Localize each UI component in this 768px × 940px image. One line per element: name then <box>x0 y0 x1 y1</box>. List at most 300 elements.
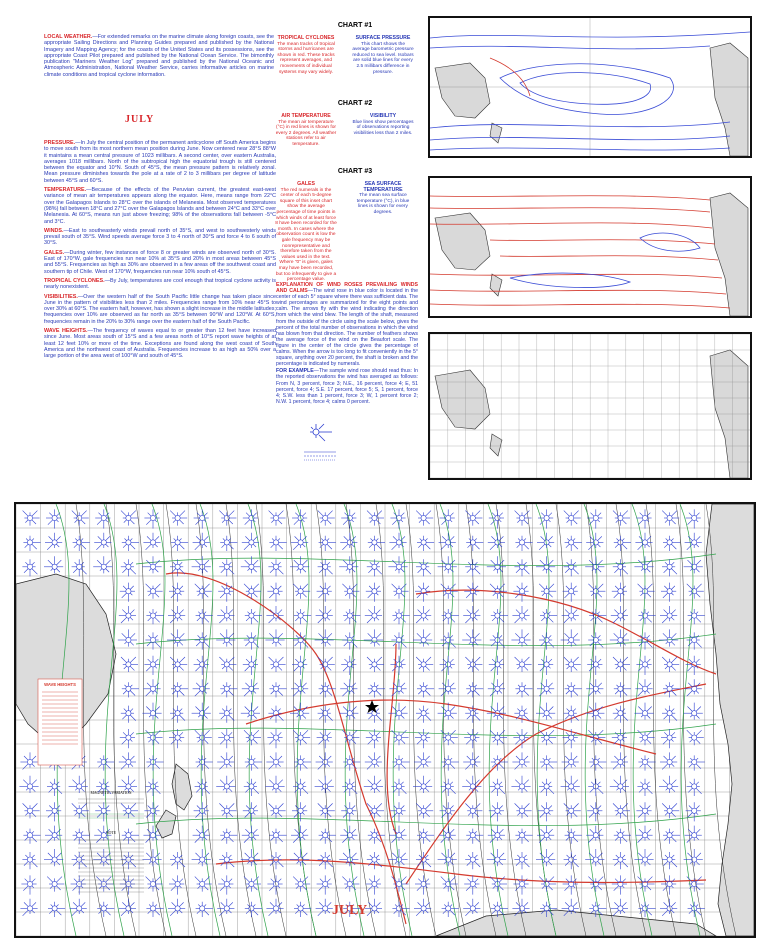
wind-rose <box>515 511 532 526</box>
wind-rose <box>564 511 581 526</box>
wind-rose <box>417 536 434 551</box>
wind-rose <box>20 899 37 916</box>
chart3-gales-heading: GALES <box>297 181 315 187</box>
wind-rose <box>466 829 483 844</box>
wind-rose <box>564 657 581 672</box>
wind-rose <box>488 533 505 550</box>
local-weather-heading: LOCAL WEATHER. <box>44 34 93 40</box>
wind-rose <box>192 849 211 866</box>
wind-rose <box>610 776 629 793</box>
wind-rose <box>267 729 282 748</box>
wind-rose <box>441 632 456 649</box>
wind-rose <box>145 779 160 796</box>
wind-rose <box>47 877 64 892</box>
wind-rose <box>416 706 431 723</box>
wind-rose <box>659 629 678 646</box>
wind-rose <box>23 511 40 526</box>
wind-rose <box>685 533 702 550</box>
gales-heading: GALES. <box>44 249 65 256</box>
wind-rose <box>293 877 310 892</box>
wind-rose <box>269 657 286 672</box>
wind-rose <box>47 779 62 796</box>
wind-rose <box>242 533 259 550</box>
wind-rose <box>686 509 701 528</box>
wind-rose <box>540 755 557 770</box>
wind-rose <box>119 606 136 623</box>
wind-rose <box>192 703 211 720</box>
chart3-thumbnail <box>428 332 752 480</box>
wind-rose <box>244 730 261 745</box>
wind-rose <box>487 849 506 866</box>
wind-rose <box>22 852 37 869</box>
wind-rose <box>687 584 704 599</box>
wind-rose <box>120 729 135 748</box>
wind-rose <box>171 536 188 551</box>
wind-rose <box>316 899 333 916</box>
wind-rose <box>414 752 431 769</box>
wind-rose <box>511 776 530 793</box>
wind-rose <box>121 706 136 723</box>
wind-rose <box>20 752 37 769</box>
wind-rose <box>662 852 677 869</box>
chart3-gales-text: The red numerals in the center of each 5-degree square of this inset chart show the average percentage of time points in which winds of at least force 8 have been recorded for the month. In cases where the observation count is low the gale frequency may be nonrepresentative and therefore taken from the values used in the text. Where "0" is given, gales may have been recorded, but too infrequently to give a percentage value. <box>275 187 337 283</box>
wind-rose <box>636 802 651 821</box>
wind-rose <box>563 875 578 894</box>
wind-rose <box>341 802 356 821</box>
wind-rose <box>490 779 505 796</box>
wind-rose <box>565 829 582 844</box>
wind-rose <box>565 682 582 697</box>
wind-rose <box>368 682 385 697</box>
chart1-pressure-heading: SURFACE PRESSURE <box>355 35 411 41</box>
chart2-air-legend <box>275 114 337 148</box>
wind-rose <box>684 556 703 573</box>
wind-rose <box>463 606 480 623</box>
wind-rose <box>292 509 307 528</box>
wind-rose <box>390 802 405 821</box>
wave-heights-text: —The frequency of waves equal to or greater than 12 feet have increased since June. Most areas south of 15°S and a few areas north of 10°S report wave heights of at least 12 feet 10% or more of the time. Exceptions are found along the west coast of South America and the northwest coast of Australia. Frequencies increase to as high as 50% over a large portion of the area west of 100°W and south of 45°S. <box>44 328 277 360</box>
wind-rose <box>365 752 382 769</box>
wind-roses-example-text: —The sample wind rose should read thus: In the reported observations the wind has averaged as follows: From N, 3 percent, force 3; N.E., 16 percent, force 4; E, 51 percent, force 4; S.E. 17 percent, force 5; S, 1 percent, force 4; S.W. less than 1 percent, force 3; W, 1 percent force 2; N.W. 1 percent, force 4; calms 0 percent. <box>276 368 418 405</box>
wind-rose <box>339 703 358 720</box>
chart3-sst-text: The mean sea surface temperature (°C), in blue lines is shown for every degrees. <box>356 193 410 215</box>
wind-rose <box>245 755 262 770</box>
wind-rose <box>195 632 210 649</box>
wind-rose <box>220 829 237 844</box>
wind-rose <box>515 657 532 672</box>
wind-rose <box>612 875 627 894</box>
wind-rose <box>21 875 36 894</box>
wind-rose <box>663 536 680 551</box>
wind-rose <box>638 609 655 624</box>
wind-rose <box>536 556 555 573</box>
chart1-pressure-text: This chart shows the average barometric pressure reduced to sea level. Isobars are solid blue lines for every 2.5 millibars difference in pressure. <box>352 41 414 75</box>
wind-rose <box>415 875 430 894</box>
wind-rose <box>613 559 628 576</box>
wind-rose <box>97 902 114 917</box>
wind-rose <box>515 682 532 697</box>
chart3-title: CHART #3 <box>337 168 373 175</box>
wind-rose <box>367 657 384 672</box>
wind-rose <box>539 632 554 649</box>
wind-rose <box>466 682 483 697</box>
wind-rose <box>466 536 483 551</box>
wind-rose <box>392 609 409 624</box>
wind-rose <box>316 606 333 623</box>
wind-rose-explanation <box>276 282 418 405</box>
wind-rose <box>46 802 61 821</box>
wind-rose <box>659 776 678 793</box>
wind-rose <box>294 609 311 624</box>
wind-rose <box>220 682 237 697</box>
wind-rose <box>342 779 357 796</box>
wind-rose <box>687 779 702 796</box>
wind-rose <box>365 606 382 623</box>
wind-rose <box>661 583 676 602</box>
wind-rose <box>245 902 262 917</box>
wind-rose <box>169 875 184 894</box>
wind-rose <box>611 752 628 769</box>
wind-rose <box>662 559 677 576</box>
wind-rose <box>512 606 529 623</box>
wind-rose <box>216 776 235 793</box>
wind-rose <box>218 729 233 748</box>
wind-rose <box>368 536 385 551</box>
wind-rose <box>169 583 184 602</box>
wind-rose <box>122 536 139 551</box>
wind-rose <box>364 629 383 646</box>
wind-rose <box>562 606 579 623</box>
wind-rose <box>661 729 676 748</box>
wind-rose <box>439 679 456 696</box>
wind-rose <box>241 556 260 573</box>
wind-rose <box>294 902 311 917</box>
winds-heading: WINDS. <box>44 227 64 234</box>
wind-rose <box>170 511 187 526</box>
chart1-pressure-legend <box>352 36 414 75</box>
wind-rose <box>662 657 679 672</box>
wind-rose <box>688 609 705 624</box>
wind-rose <box>219 852 234 869</box>
wind-rose <box>365 899 382 916</box>
wind-rose <box>268 559 283 576</box>
wind-rose <box>464 875 479 894</box>
wind-rose <box>611 899 628 916</box>
wind-rose <box>515 536 532 551</box>
wave-heights-heading: WAVE HEIGHTS. <box>44 328 88 335</box>
wind-rose <box>414 606 431 623</box>
wind-rose <box>218 875 233 894</box>
wind-rose <box>168 606 185 623</box>
wind-rose <box>318 511 335 526</box>
wind-rose <box>416 559 431 576</box>
wind-rose <box>342 877 359 892</box>
wind-rose <box>146 755 163 770</box>
wind-rose <box>392 877 409 892</box>
wind-rose <box>663 829 680 844</box>
wind-rose <box>93 556 112 573</box>
wind-rose <box>537 679 554 696</box>
wind-rose <box>513 583 528 602</box>
wind-rose <box>539 877 556 892</box>
wind-rose <box>415 729 430 748</box>
wind-rose <box>122 682 139 697</box>
month-label-top: JULY <box>125 114 155 125</box>
wind-rose <box>72 852 87 869</box>
wind-rose <box>269 829 286 844</box>
wind-rose <box>588 632 603 649</box>
pressure-heading: PRESSURE. <box>44 140 76 146</box>
wind-rose <box>638 877 655 892</box>
magnetic-variation-title: MAGNETIC VARIATION <box>90 791 132 795</box>
wind-rose <box>637 632 652 649</box>
wind-rose <box>72 511 89 526</box>
wind-rose <box>367 511 384 526</box>
wind-rose <box>564 852 579 869</box>
wind-rose <box>589 609 606 624</box>
wind-rose <box>564 559 579 576</box>
wind-rose <box>339 556 358 573</box>
wind-rose <box>391 632 406 649</box>
wind-rose <box>661 875 676 894</box>
wind-rose <box>22 559 37 576</box>
wind-rose <box>367 559 382 576</box>
wind-rose <box>634 703 653 720</box>
wind-rose <box>266 752 283 769</box>
wind-rose <box>465 852 480 869</box>
wind-rose <box>217 752 234 769</box>
wind-rose <box>513 729 528 748</box>
wind-rose <box>317 583 332 602</box>
wind-rose <box>342 730 359 745</box>
wind-rose <box>97 755 114 770</box>
wind-rose <box>442 902 459 917</box>
wind-rose <box>146 609 163 624</box>
month-label-map: JULY <box>332 903 368 918</box>
wind-rose <box>416 657 433 672</box>
wind-rose <box>588 877 605 892</box>
wind-rose <box>122 829 139 844</box>
chart2-air-heading: AIR TEMPERATURE <box>281 113 331 119</box>
wind-rose <box>44 556 63 573</box>
wind-rose <box>536 703 555 720</box>
wind-rose <box>488 679 505 696</box>
wave-heights-box-title: WAVE HEIGHTS <box>44 682 76 687</box>
chart3-sst-heading: SEA SURFACE TEMPERATURE <box>363 181 403 193</box>
wind-rose <box>684 703 703 720</box>
wind-rose <box>290 849 309 866</box>
wind-rose <box>464 729 479 748</box>
wind-rose <box>514 852 529 869</box>
wind-rose <box>438 556 457 573</box>
wind-rose <box>143 533 160 550</box>
wind-rose <box>613 511 630 526</box>
red-tracks <box>166 573 716 924</box>
wind-rose <box>170 706 185 723</box>
wind-rose <box>23 536 40 551</box>
wind-rose <box>318 559 333 576</box>
wind-rose <box>170 852 185 869</box>
chart1-cyclones-legend <box>275 36 337 75</box>
wind-rose <box>193 679 210 696</box>
wind-rose <box>142 703 161 720</box>
wind-rose <box>614 682 631 697</box>
wind-rose <box>169 729 184 748</box>
wind-rose <box>23 829 40 844</box>
wind-rose <box>196 609 213 624</box>
wind-rose <box>243 509 258 528</box>
wind-rose <box>70 899 87 916</box>
wind-rose <box>242 679 259 696</box>
wind-rose <box>366 875 381 894</box>
wind-rose <box>366 729 381 748</box>
wind-rose <box>95 802 110 821</box>
wind-rose <box>121 657 138 672</box>
wind-rose <box>120 583 135 602</box>
wind-rose <box>589 755 606 770</box>
wind-rose <box>318 706 333 723</box>
wind-rose <box>614 829 631 844</box>
wind-rose <box>463 899 480 916</box>
wind-rose <box>269 536 286 551</box>
wind-rose <box>73 829 90 844</box>
wind-rose <box>119 899 136 916</box>
wind-rose <box>565 536 582 551</box>
wind-rose <box>48 902 65 917</box>
chart2-vis-legend <box>352 114 414 136</box>
wind-rose <box>465 511 482 526</box>
temperature-heading: TEMPERATURE. <box>44 187 87 194</box>
wind-rose <box>71 875 86 894</box>
wind-rose <box>662 511 679 526</box>
wind-rose <box>638 755 655 770</box>
sample-wind-rose <box>300 418 340 468</box>
local-weather-section <box>44 34 274 78</box>
wind-rose <box>613 657 630 672</box>
tropical-cyclones-text: —By July, temperatures are cool enough that tropical cyclone activity is nearly nonexistent. <box>44 277 276 291</box>
wind-rose <box>539 730 556 745</box>
wind-rose <box>269 511 286 526</box>
wind-rose <box>118 629 137 646</box>
wind-rose <box>539 779 554 796</box>
wind-rose <box>119 752 136 769</box>
wind-rose <box>464 583 479 602</box>
wind-rose <box>145 632 160 649</box>
chart3-gales-legend <box>275 182 337 283</box>
visibilities-heading: VISIBILITIES. <box>44 293 78 300</box>
wind-rose <box>417 682 434 697</box>
wind-roses-text: —The wind rose in blue color is located in the center of each 5° square where there was sufficient data. The wind percentages are summarized for the eight points and calm. The arrows fly with the wind indicating the direction from which the wind blew. The length of the shaft, measured from the outside of the circle using the scale below, gives the percent of the total number of observations in which the wind has blown from that direction. The number of feathers shows the average force of the wind on the Beaufort scale. The figure in the center of the circle gives the percentage of calms. When the arrow is too long to fit conveniently in the 5° square, anything over 20 percent, the shaft is broken and the percentage is indicated by numerals. <box>276 288 419 368</box>
tropical-cyclones-heading: TROPICAL CYCLONES. <box>44 277 105 284</box>
visibilities-text: —Over the western half of the South Pacific little change has taken place since June in the pattern of visibilities less than 2 miles. Frequencies range from 10% near 45°S to over 30% at 60°S. The eastern half, however, has shown a slight increase in the middle latitudes; frequencies over 10% are observed as far north as 35°S between 90°W and 120°W. At 60°S, frequencies remain in the 20% to 30% range over the eastern half of the South Pacific. <box>44 293 276 325</box>
red-note-box <box>38 679 82 765</box>
wind-rose <box>540 609 557 624</box>
wind-rose <box>195 730 212 745</box>
wind-rose <box>688 902 705 917</box>
wind-rose <box>194 509 209 528</box>
wind-rose <box>611 606 628 623</box>
wind-rose <box>512 752 529 769</box>
chart1-cyclones-text: The mean tracks of tropical storms and hurricanes are shown in red. These tracks represent averages, and movements of individual systems may vary widely. <box>277 41 335 75</box>
wind-rose <box>241 849 260 866</box>
wind-roses-heading: EXPLANATION OF WIND ROSES PREVAILING WINDS AND CALMS <box>276 282 418 295</box>
wind-rose <box>318 657 335 672</box>
wind-rose <box>121 511 138 526</box>
wind-rose <box>364 776 383 793</box>
wind-rose <box>638 584 655 599</box>
wind-rose <box>315 776 334 793</box>
wind-rose <box>315 629 334 646</box>
wind-rose <box>366 583 381 602</box>
text-sections <box>44 140 276 360</box>
wind-rose <box>490 730 507 745</box>
wind-rose <box>339 849 358 866</box>
wind-rose <box>687 877 704 892</box>
wind-rose <box>72 559 87 576</box>
wind-rose <box>291 533 308 550</box>
wind-rose <box>319 682 336 697</box>
wind-rose <box>613 852 628 869</box>
wind-rose <box>121 559 136 576</box>
wind-rose <box>465 706 480 723</box>
wind-rose <box>463 752 480 769</box>
chart2-air-text: The mean air temperature (°C) in red lines is shown for every 2 degrees. All weather stations refer to air temperature. <box>275 119 337 147</box>
chart3-sst-legend <box>352 182 414 216</box>
wind-rose <box>146 902 163 917</box>
winds-text: —East to southeasterly winds prevail north of 35°S, and west to southwesterly winds prevail south of 35°S. Wind speeds average force 3 to 4 north of 30°S and force 4 to 6 south of 30°S. <box>44 227 276 247</box>
wind-roses-example-heading: FOR EXAMPLE <box>276 368 314 375</box>
wind-rose <box>44 849 63 866</box>
wind-rose <box>536 849 555 866</box>
wind-rose <box>660 752 677 769</box>
wind-rose <box>265 776 284 793</box>
wind-rose <box>660 606 677 623</box>
antarctica-coast <box>436 910 716 936</box>
wind-rose <box>45 533 62 550</box>
chart2-title: CHART #2 <box>337 100 373 107</box>
wind-rose <box>585 849 604 866</box>
chart2-thumbnail <box>428 176 752 318</box>
wind-rose <box>392 584 409 599</box>
wind-rose <box>538 802 553 821</box>
temperature-text: —Because of the effects of the Peruvian current, the greatest east-west variance of mean air temperatures appears along the equator. Here, means range from 22°C over the Galapagos Islands to 28°C over the islands of Melanesia. Most observed temperatures (98%) fall between 18°C and 27°C over the Galapagos Islands and between 24°C and 33°C over Melanesia. At 60°S, means run just above freezing; 98% of the observations fall between -5°C and 3°C. <box>44 187 276 225</box>
wind-rose <box>687 730 704 745</box>
wind-rose <box>638 730 655 745</box>
wind-rose <box>438 849 457 866</box>
wind-rose <box>538 509 553 528</box>
wind-rose <box>317 875 332 894</box>
wind-rose <box>684 849 703 866</box>
wind-rose <box>142 556 161 573</box>
chart3-map <box>430 334 750 478</box>
wind-rose <box>389 533 406 550</box>
wind-rose <box>195 779 210 796</box>
wind-rose <box>196 902 213 917</box>
wind-rose <box>167 629 186 646</box>
wind-rose <box>319 829 336 844</box>
wind-rose <box>146 584 163 599</box>
wind-rose <box>219 706 234 723</box>
wind-rose <box>539 584 556 599</box>
pressure-text: —In July the central position of the permanent anticyclone off South America begins to move south from its most northern mean position during June. Now centered near 28°S 88°W it maintains a mean central pressure of 1023 millibars. A second center, over eastern Australia, averages 1018 millibars. North of the subtropical high the equatorial trough is still centered between the equator and 10°N. South of 45°S, the mean pressure pattern is relatively zonal. Mean pressure diminishes towards the pole at a rate of 2 to 3 millibars per degree of latitude between 45°S and 60°S. <box>44 140 276 184</box>
chart1-cyclones-heading: TROPICAL CYCLONES <box>277 35 335 41</box>
wind-rose <box>217 606 234 623</box>
wind-rose <box>587 802 602 821</box>
chart1-thumbnail <box>428 16 752 158</box>
wind-rose <box>489 802 504 821</box>
wind-rose <box>392 755 409 770</box>
wind-rose <box>120 875 135 894</box>
